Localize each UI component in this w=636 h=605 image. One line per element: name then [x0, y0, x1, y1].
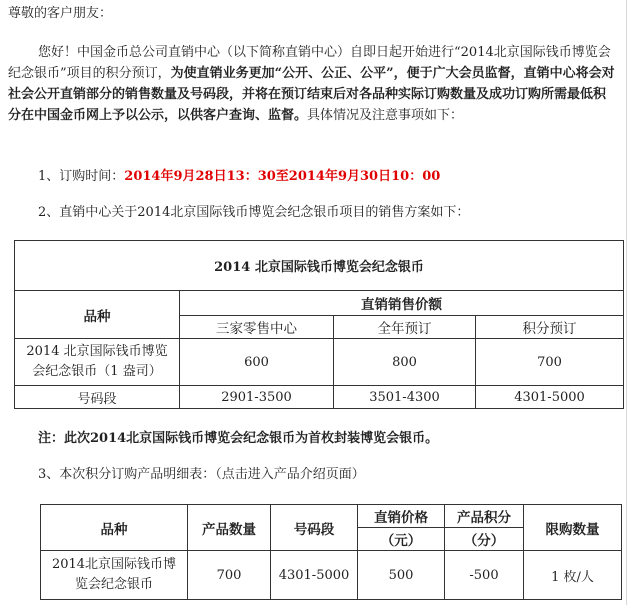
- table-cell: 700: [188, 551, 271, 600]
- table-cell: 1 枚/人: [524, 551, 622, 600]
- intro-text-bold: 为使直销业务更加“公开、公正、公平”，便于广大会员监督，直销中心将会对社会公开直销部分的销售数量及号码段，并将在预订结束后对各品种实际订购数量及成功订购所需最低积分在中国金币网上予以公示，以供客户查询、监督。: [8, 66, 615, 123]
- intro-text-1: 您好！中国金币总公司直销中心（以下简称直销中心）自即日起开始进行“2014北京国际钱币博览会纪念银币”项目的积分预订，: [8, 45, 611, 81]
- table-row: [15, 386, 624, 409]
- sales-plan-heading: 2、直销中心关于2014北京国际钱币博览会纪念银币项目的销售方案如下：: [38, 205, 470, 220]
- row-label: 号码段: [15, 386, 180, 409]
- greeting: 尊敬的客户朋友：: [8, 6, 113, 21]
- table-row: [15, 339, 624, 386]
- table-cell: 4301-5000: [271, 551, 358, 600]
- product-detail-table: [40, 504, 622, 600]
- serial-header: 号码段: [271, 505, 358, 551]
- order-time-value: 2014年9月28日13：30至2014年9月30日10：00: [124, 169, 441, 184]
- table-cell: 800: [334, 339, 476, 386]
- order-time-line: [38, 166, 616, 187]
- table-cell: 4301-5000: [476, 386, 624, 409]
- intro-text-2: 具体情况及注意事项如下：: [307, 108, 464, 123]
- price-header: 直销价格: [358, 505, 445, 528]
- points-header: 产品积分: [445, 505, 524, 528]
- price-unit-header: （元）: [358, 528, 445, 551]
- price-group-header: 直销销售价额: [180, 291, 624, 316]
- note-text: 注：此次2014北京国际钱币博览会纪念银币为首枚封装博览会银币。: [38, 431, 439, 446]
- table-cell: 3501-4300: [334, 386, 476, 409]
- table-cell: 600: [180, 339, 334, 386]
- quantity-header: 产品数量: [188, 505, 271, 551]
- variety-header: 品种: [15, 291, 180, 339]
- row-label: 2014 北京国际钱币博览会纪念银币（1 盎司）: [15, 339, 180, 386]
- product-detail-link[interactable]: 3、本次积分订购产品明细表：（点击进入产品介绍页面）: [38, 467, 365, 482]
- intro-paragraph: [8, 42, 616, 126]
- table-cell: -500: [445, 551, 524, 600]
- table-cell: 500: [358, 551, 445, 600]
- variety-header: 品种: [41, 505, 188, 551]
- table-cell: 2901-3500: [180, 386, 334, 409]
- retail-center-header: 三家零售中心: [180, 316, 334, 339]
- limit-header: 限购数量: [524, 505, 622, 551]
- points-order-header: 积分预订: [476, 316, 624, 339]
- product-detail-heading[interactable]: [38, 464, 616, 485]
- annual-order-header: 全年预订: [334, 316, 476, 339]
- row-label: 2014北京国际钱币博览会纪念银币: [41, 551, 188, 600]
- table-row: [41, 551, 622, 600]
- sales-plan-caption: 2014 北京国际钱币博览会纪念银币: [15, 241, 624, 291]
- points-unit-header: （分）: [445, 528, 524, 551]
- table-cell: 700: [476, 339, 624, 386]
- order-time-label: 1、订购时间：: [38, 169, 125, 184]
- sales-plan-table: [14, 240, 624, 409]
